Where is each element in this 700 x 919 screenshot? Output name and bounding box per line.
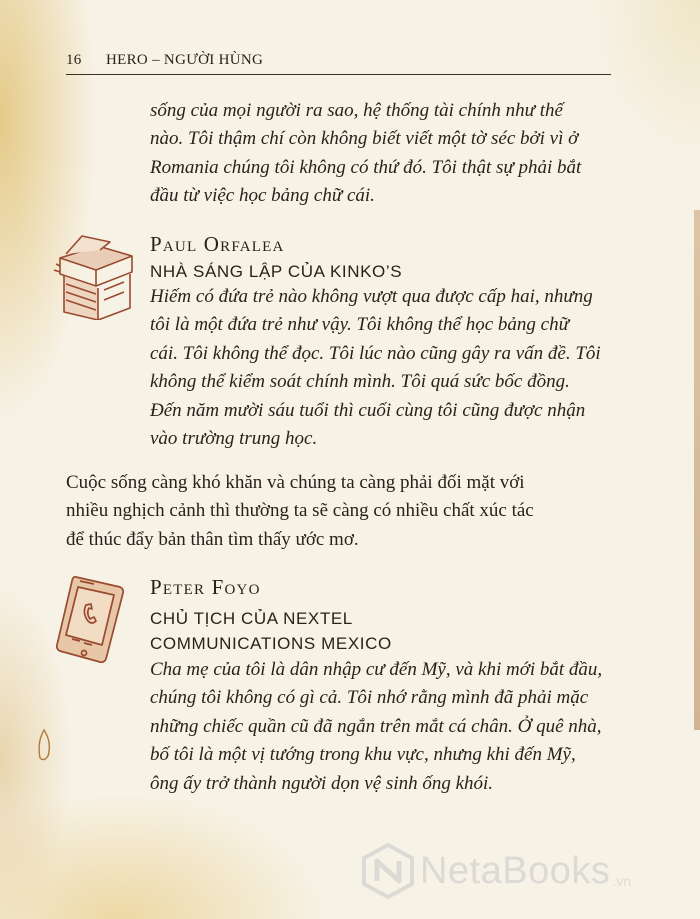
mobile-phone-icon [54, 573, 128, 665]
running-title: HERO – NGƯỜI HÙNG [106, 52, 264, 68]
role-line: CHỦ TỊCH CỦA NEXTEL [150, 609, 353, 628]
text-line: không thể kiểm soát chính mình. Tôi quá sức bốc đồng. [150, 371, 570, 393]
text-line: nào. Tôi thậm chí còn không biết viết một tờ séc bởi vì ở [150, 128, 579, 150]
text-line: đầu từ việc học bảng chữ cái. [150, 185, 375, 207]
text-line: Romania chúng tôi không có thứ đó. Tôi thật sự phải bắt [150, 156, 582, 178]
text-line: chúng tôi không có gì cả. Tôi nhớ rằng mình đã phải mặc [150, 687, 589, 709]
page-edge [694, 210, 700, 730]
intro-quote-continuation [150, 97, 581, 211]
person-name: Paul Orfalea [150, 232, 285, 256]
text-line: cái. Tôi không thể đọc. Tôi lúc nào cũng gây ra vấn đề. Tôi [150, 342, 601, 364]
text-line: Đến năm mười sáu tuổi thì cuối cùng tôi cũng được nhận [150, 399, 586, 421]
text-line: Cuộc sống càng khó khăn và chúng ta càng phải đối mặt với [66, 472, 525, 493]
photocopier-icon [52, 228, 140, 320]
person-role [150, 606, 392, 656]
role-line: COMMUNICATIONS MEXICO [150, 634, 392, 653]
page-number: 16 [66, 52, 82, 68]
quote-text [150, 656, 602, 798]
watermark-text: NetaBooks [420, 849, 611, 892]
text-line: vào trường trung học. [150, 428, 318, 450]
quote-text [150, 283, 601, 453]
text-line: bố tôi là một vị tướng trong khu vực, nhưng khi đến Mỹ, [150, 744, 576, 766]
text-line: Cha mẹ của tôi là dân nhập cư đến Mỹ, và khi mới bắt đầu, [150, 659, 603, 680]
body-paragraph [66, 469, 534, 554]
person-name: Peter Foyo [150, 575, 261, 599]
text-line: sống của mọi người ra sao, hệ thống tài chính như thế [150, 100, 563, 121]
text-line: tôi là một đứa trẻ như vậy. Tôi không thể học bảng chữ [150, 314, 569, 336]
running-header [66, 50, 611, 75]
netabooks-logo-icon [362, 843, 414, 899]
text-line: ông ấy trở thành người dọn vệ sinh ống khói. [150, 772, 494, 794]
text-line: để thúc đẩy bản thân tìm thấy ước mơ. [66, 528, 359, 550]
watermark [362, 843, 631, 899]
role-line: NHÀ SÁNG LẬP CỦA KINKO’S [150, 262, 403, 281]
text-line: Hiếm có đứa trẻ nào không vượt qua được cấp hai, nhưng [150, 286, 593, 307]
person-role [150, 259, 402, 284]
ink-mark-icon [34, 728, 56, 764]
text-line: những chiếc quần cũ đã ngắn trên mắt cá chân. Ở quê nhà, [150, 715, 602, 737]
text-line: nhiều nghịch cảnh thì thường ta sẽ càng có nhiều chất xúc tác [66, 500, 534, 522]
watermark-suffix: .vn [612, 873, 632, 889]
